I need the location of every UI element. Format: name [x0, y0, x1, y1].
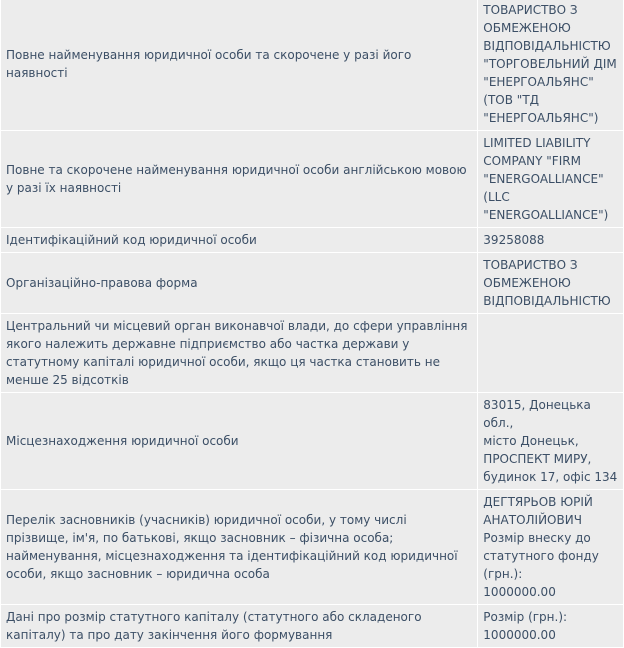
table-row [1, 393, 624, 490]
row-label: Повне найменування юридичної особи та скорочене у разі його наявності [1, 0, 478, 131]
row-value: LIMITED LIABILITY COMPANY "FIRM "ENERGOALLIANCE" (LLC "ENERGOALLIANCE") [478, 131, 624, 228]
row-label: Дані про розмір статутного капіталу (статутного або складеного капіталу) та про дату закінчення його формування [1, 605, 478, 648]
row-value: 83015, Донецька обл., місто Донецьк, ПРОСПЕКТ МИРУ, будинок 17, офіс 134 [478, 393, 624, 490]
table-row [1, 253, 624, 314]
row-label: Перелік засновників (учасників) юридичної особи, у тому числі прізвище, ім'я, по батькові, якщо засновник – фізична особа; найменування, місцезнаходження та ідентифікаційний код юридичної особи, якщо засновник – юридична особа [1, 490, 478, 605]
row-label: Повне та скорочене найменування юридичної особи англійською мовою у разі їх наявності [1, 131, 478, 228]
row-label: Ідентифікаційний код юридичної особи [1, 228, 478, 253]
row-label: Місцезнаходження юридичної особи [1, 393, 478, 490]
table-row [1, 228, 624, 253]
row-label: Організаційно-правова форма [1, 253, 478, 314]
row-value [478, 314, 624, 393]
table-row [1, 605, 624, 648]
row-value: ТОВАРИСТВО З ОБМЕЖЕНОЮ ВІДПОВІДАЛЬНІСТЮ "ТОРГОВЕЛЬНИЙ ДІМ "ЕНЕРГОАЛЬЯНС" (ТОВ "ТД "ЕНЕРГОАЛЬЯНС") [478, 0, 624, 131]
row-value: ТОВАРИСТВО З ОБМЕЖЕНОЮ ВІДПОВІДАЛЬНІСТЮ [478, 253, 624, 314]
table-row [1, 490, 624, 605]
row-value: 39258088 [478, 228, 624, 253]
table-row [1, 0, 624, 131]
row-value: Розмір (грн.): 1000000.00 [478, 605, 624, 648]
row-value: ДЕГТЯРЬОВ ЮРІЙ АНАТОЛІЙОВИЧ Розмір внеску до статутного фонду (грн.): 1000000.00 [478, 490, 624, 605]
row-label: Центральний чи місцевий орган виконавчої влади, до сфери управління якого належить державне підприємство або частка держави у статутному капіталі юридичної особи, якщо ця частка становить не менше 25 відсотків [1, 314, 478, 393]
table-row [1, 131, 624, 228]
table-row [1, 314, 624, 393]
